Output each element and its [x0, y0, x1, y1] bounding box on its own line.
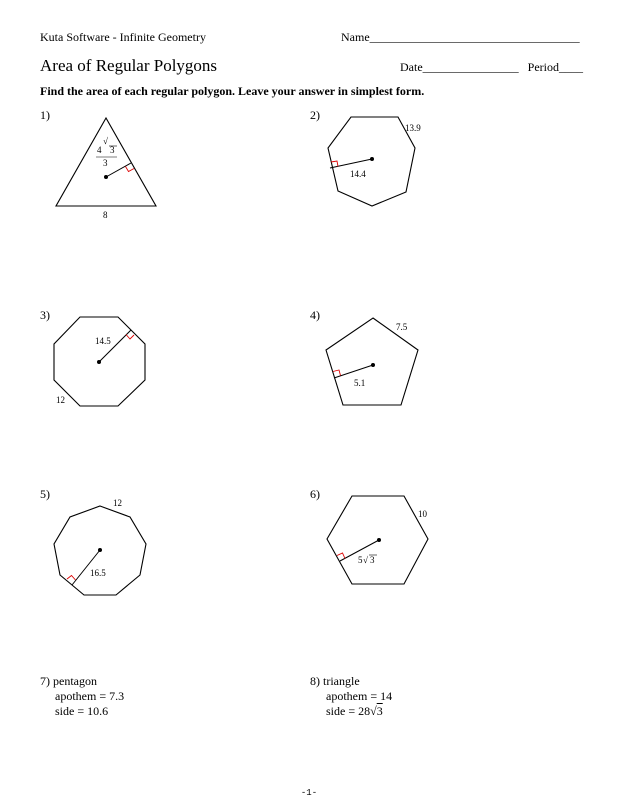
problem-2-side-label: 13.9 [405, 123, 421, 133]
problem-2-number: 2) [310, 108, 320, 122]
problem-4-apothem-label: 5.1 [354, 378, 366, 388]
worksheet-title: Area of Regular Polygons [40, 56, 218, 75]
problem-5-apothem-label: 16.5 [90, 568, 106, 578]
problem-1-apothem-numerator: 4 [97, 145, 102, 155]
problem-8-radical-sign: √ [370, 704, 377, 718]
problem-7-number: 7) [40, 674, 50, 688]
problem-6-apothem-radicand: 3 [370, 555, 375, 565]
problem-4-number: 4) [310, 308, 320, 322]
problem-8-number: 8) [310, 674, 320, 688]
problem-1-radical-sign: √ [103, 136, 108, 146]
problem-8-apothem: apothem = 14 [326, 689, 393, 703]
problem-7 [40, 674, 124, 719]
problem-7-shape: pentagon [53, 674, 97, 688]
problem-7-side: side = 10.6 [55, 704, 109, 718]
period-field-label: Period____ [527, 60, 583, 74]
problem-1-number: 1) [40, 108, 50, 122]
problem-2-apothem-label: 14.4 [350, 169, 366, 179]
problem-8-side-prefix: side = 28 [326, 704, 371, 718]
problem-1-apothem-denominator: 3 [103, 158, 108, 168]
problem-6-radical-sign: √ [363, 555, 368, 565]
problem-4-side-label: 7.5 [396, 322, 408, 332]
date-field-label: Date________________ [400, 60, 519, 74]
name-field-label: Name___________________________________ [341, 30, 580, 44]
problem-6-number: 6) [310, 487, 320, 501]
problem-7-apothem: apothem = 7.3 [55, 689, 125, 703]
header-source: Kuta Software - Infinite Geometry [40, 30, 206, 44]
problem-5-side-label: 12 [113, 498, 122, 508]
problem-8-side-radicand: 3 [376, 704, 383, 718]
problem-3-number: 3) [40, 308, 50, 322]
problem-1-side-label: 8 [103, 210, 108, 220]
instructions: Find the area of each regular polygon. Leave your answer in simplest form. [40, 84, 425, 98]
problem-6-apothem-coefficient: 5 [358, 555, 363, 565]
problem-8 [310, 674, 392, 719]
problem-3-side-label: 12 [56, 395, 65, 405]
problem-8-side [310, 704, 392, 719]
problem-5-number: 5) [40, 487, 50, 501]
problem-6-side-label: 10 [418, 509, 427, 519]
problem-8-shape: triangle [323, 674, 360, 688]
problem-1-apothem-radicand: 3 [110, 145, 115, 155]
problem-3-apothem-label: 14.5 [95, 336, 111, 346]
page-number: -1- [300, 788, 318, 798]
